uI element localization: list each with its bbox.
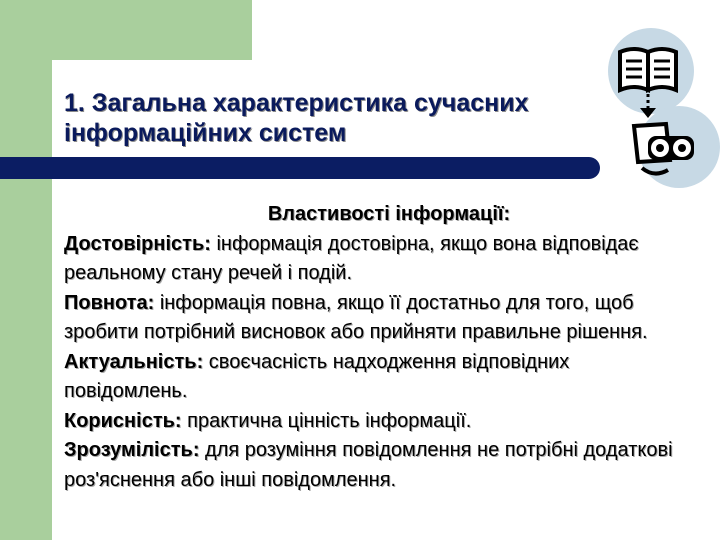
decorative-icon-group — [608, 28, 720, 188]
property-item — [64, 289, 694, 348]
slide-title-line-2: інформаційних систем — [64, 119, 347, 147]
slide-title — [64, 88, 604, 148]
property-text: інформація повна, якщо її достатньо для того, щоб зробити потрібний висновок або прийняти правильне рішення. — [64, 291, 648, 343]
title-divider — [0, 157, 600, 179]
icon-illustration — [608, 28, 720, 188]
property-term: Зрозумілість: — [64, 439, 200, 461]
face-with-glasses-icon — [634, 124, 694, 174]
properties-body — [64, 200, 694, 495]
property-term: Повнота: — [64, 291, 155, 314]
property-text: практична цінність інформації. — [181, 409, 472, 432]
slide-title-line-1: 1. Загальна характеристика сучасних — [64, 89, 529, 117]
property-term: Корисність: — [64, 409, 182, 432]
property-term: Достовірність: — [64, 232, 211, 255]
property-item — [64, 348, 694, 407]
open-book-icon — [620, 49, 676, 90]
property-item — [64, 436, 694, 495]
property-text: своєчасність надходження відповідних повідомлень. — [64, 350, 570, 402]
property-item — [64, 407, 694, 437]
property-item — [64, 230, 694, 289]
arrow-down-icon — [640, 94, 656, 118]
property-text: для розуміння повідомлення не потрібні додаткові роз'яснення або інші повідомлення. — [64, 439, 673, 491]
properties-heading: Властивості інформації: — [267, 203, 511, 225]
property-term: Актуальність: — [64, 350, 204, 373]
property-text: інформація достовірна, якщо вона відповідає реальному стану речей і подій. — [64, 232, 639, 284]
